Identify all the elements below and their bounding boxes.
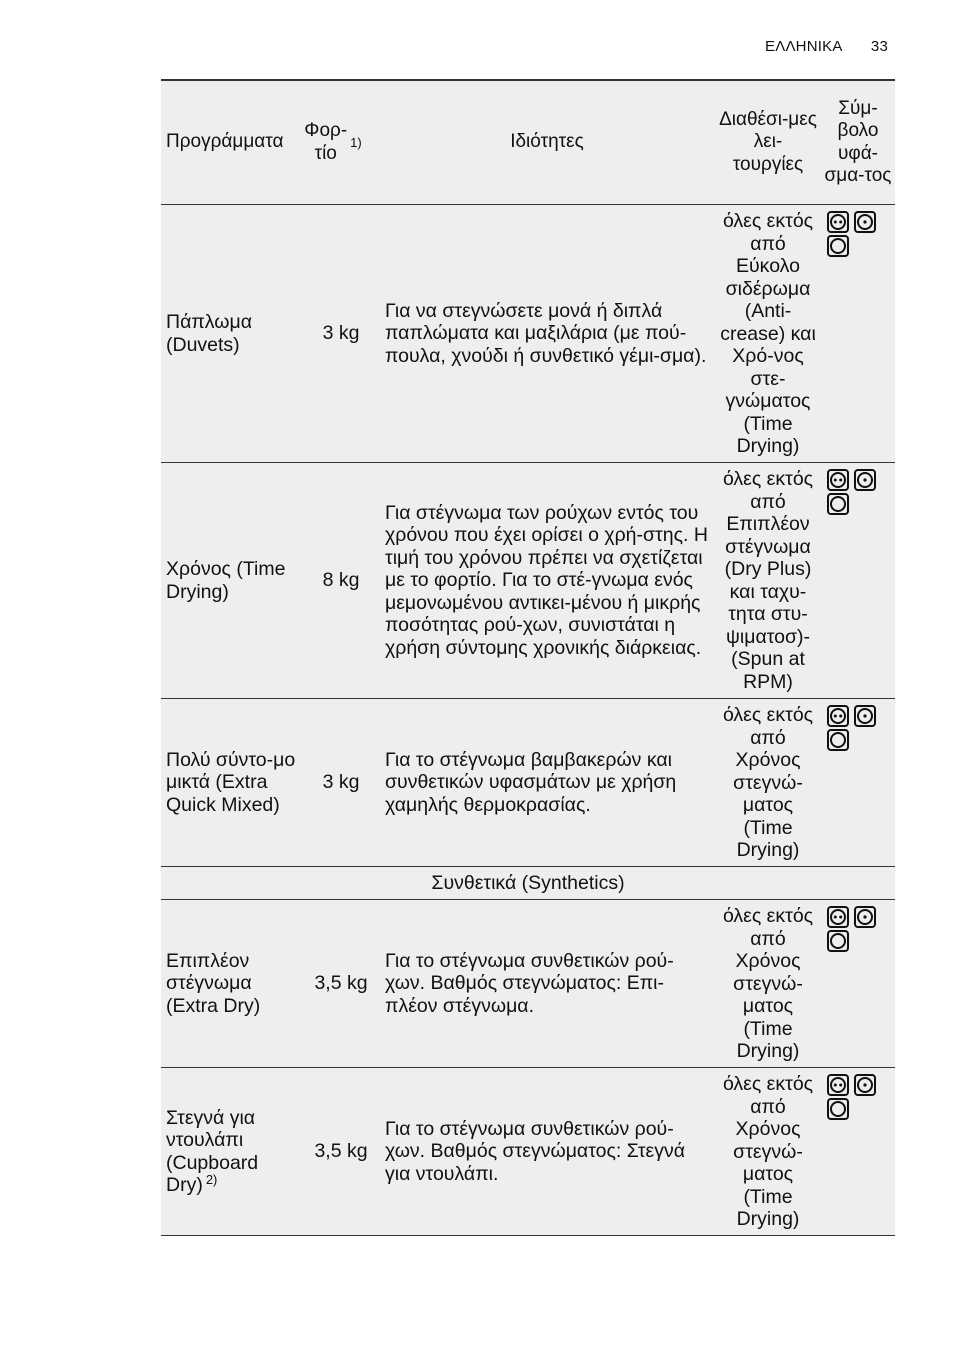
programme-load: 3,5 kg: [314, 972, 368, 995]
programme-properties: Για το στέγνωμα συνθετικών ρού-χων. Βαθμός στεγνώματος: Επι-πλέον στέγνωμα.: [385, 949, 674, 1017]
fabric-care-two-dots-icon: [827, 211, 849, 233]
programme-options: όλες εκτός από Χρόνος στεγνώ-ματος (Time Drying): [722, 704, 814, 861]
table-header-row: [161, 79, 895, 205]
programme-name: Στεγνά για ντουλάπι (Cupboard Dry): [166, 1106, 259, 1196]
programme-options: όλες εκτός από Χρόνος στεγνώ-ματος (Time Drying): [722, 1073, 814, 1230]
fabric-care-one-dot-icon: [854, 705, 876, 727]
header-load: Φορ-τίο 1): [304, 120, 362, 164]
programme-options: όλες εκτός από Επιπλέον στέγνωμα (Dry Plus) και ταχυ-τητα στυ-ψιματοσ)-(Spun at RPM): [722, 468, 814, 693]
language-label: ΕΛΛΗΝΙΚΑ: [765, 38, 843, 55]
programme-name: Χρόνος (Time Drying): [166, 558, 286, 603]
fabric-care-plain-icon: [827, 493, 849, 515]
header-options: Διαθέσι-μες λει-τουργίες: [719, 108, 817, 175]
programme-properties: Για να στεγνώσετε μονά ή διπλά παπλώματα και μαξιλάρια (με πού-πουλα, χνούδι ή συνθετικό γέμι-σμα).: [385, 299, 707, 367]
header-symbol: Σύμ-βολο υφά-σμα-τος: [824, 97, 892, 186]
programme-load: 3,5 kg: [314, 1140, 368, 1163]
programme-options: όλες εκτός από Εύκολο σιδέρωμα (Anti-crease) και Χρό-νος στε-γνώματος (Time Drying): [720, 210, 816, 457]
table-row: [161, 463, 895, 699]
programme-load: 3 kg: [322, 322, 360, 345]
fabric-care-one-dot-icon: [854, 469, 876, 491]
header-load-label: Φορ-τίο: [304, 120, 348, 164]
fabric-care-plain-icon: [827, 235, 849, 257]
fabric-symbols: [821, 463, 895, 698]
fabric-care-one-dot-icon: [854, 1074, 876, 1096]
fabric-care-plain-icon: [827, 930, 849, 952]
table-row: [161, 1068, 895, 1236]
fabric-care-two-dots-icon: [827, 705, 849, 727]
fabric-symbols: [821, 1068, 895, 1235]
programme-properties: Για το στέγνωμα συνθετικών ρού-χων. Βαθμός στεγνώματος: Στεγνά για ντουλάπι.: [385, 1117, 686, 1185]
page-number: 33: [870, 38, 888, 55]
header-programmes: Προγράμματα: [166, 131, 284, 153]
programme-name: Επιπλέον στέγνωμα (Extra Dry): [166, 949, 261, 1017]
fabric-care-two-dots-icon: [827, 469, 849, 491]
table-row: [161, 699, 895, 867]
programme-name-cell: [161, 1068, 309, 1235]
fabric-symbols: [821, 205, 895, 462]
fabric-care-plain-icon: [827, 1098, 849, 1120]
programme-name: Πολύ σύντο-μο μικτά (Extra Quick Mixed): [166, 748, 296, 816]
programme-load: 3 kg: [322, 771, 360, 794]
programme-properties: Για στέγνωμα των ρούχων εντός του χρόνου που έχει ορίσει ο χρή-στης. Η τιμή του χρόνου πρέπει να σχετίζεται με το φορτίο. Για το στέ-γνωμα ενός μεμονωμένου αντικει-μένου ή μικρής ποσότητας ρού-χων, συνιστάται η χρήση σύντομης χρονικής διάρκειας.: [385, 501, 708, 659]
fabric-care-two-dots-icon: [827, 1074, 849, 1096]
page-header: [765, 38, 888, 55]
table-row: [161, 205, 895, 463]
programme-footnote: 2): [205, 1171, 218, 1187]
programme-options: όλες εκτός από Χρόνος στεγνώ-ματος (Time Drying): [722, 905, 814, 1062]
section-row-synthetics: [161, 867, 895, 900]
fabric-care-plain-icon: [827, 729, 849, 751]
fabric-care-two-dots-icon: [827, 906, 849, 928]
header-properties: Ιδιότητες: [510, 131, 584, 153]
fabric-symbols: [821, 900, 895, 1067]
table-row: [161, 900, 895, 1068]
programme-properties: Για το στέγνωμα βαμβακερών και συνθετικών υφασμάτων με χρήση χαμηλής θερμοκρασίας.: [385, 748, 677, 816]
programmes-table: [161, 79, 895, 1236]
programme-name: Πάπλωμα (Duvets): [166, 311, 252, 356]
section-label: Συνθετικά (Synthetics): [431, 871, 625, 894]
fabric-symbols: [821, 699, 895, 866]
programme-load: 8 kg: [322, 569, 360, 592]
fabric-care-one-dot-icon: [854, 906, 876, 928]
fabric-care-one-dot-icon: [854, 211, 876, 233]
